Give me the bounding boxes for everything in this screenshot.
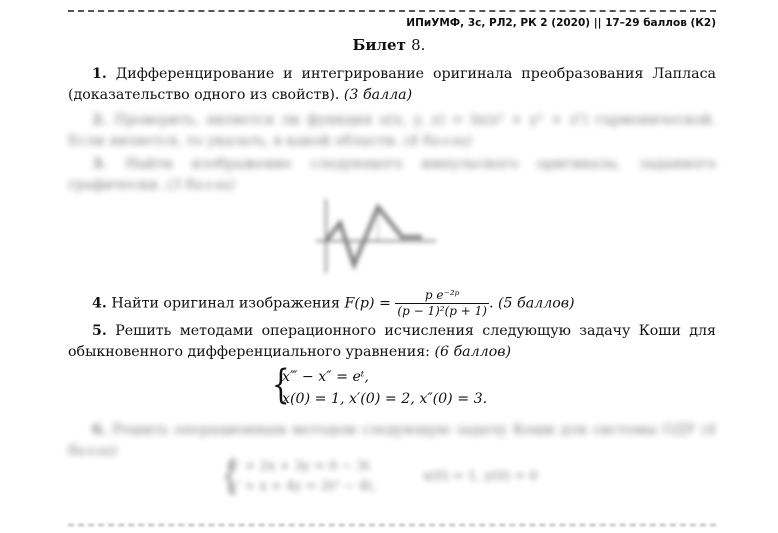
ticket-title-dot: .: [420, 36, 426, 54]
fraction-denominator: (p − 1)²(p + 1): [397, 304, 487, 318]
problem-1-points: (3 балла): [343, 87, 413, 103]
ticket-title-label: Билет: [352, 36, 406, 54]
system-initial-conditions: x(0) = 1, x′(0) = 2, x″(0) = 3.: [282, 391, 488, 407]
problem-6-points: (4 балла): [68, 422, 717, 459]
fraction-numerator: p e⁻²ᵖ: [424, 288, 460, 302]
problem-1: [68, 64, 716, 106]
problem-4-fraction: [395, 288, 489, 319]
graph-signal-line: [326, 207, 422, 265]
system6-initial-conditions: x(0) = 1, y(0) = 0: [423, 469, 538, 484]
problem-4-text: Найти оригинал изображения: [111, 295, 340, 312]
problem-5-number: 5.: [92, 323, 107, 339]
problem-6-number: 6.: [92, 422, 107, 438]
problem-1-number: 1.: [92, 66, 107, 82]
problem-6-text: Решить операционным методом следующую задачу Коши для системы ОДУ: [112, 422, 696, 438]
problem-4: [68, 288, 716, 319]
impulse-graph-blurred: [312, 193, 438, 279]
problem-5-points: (6 баллов): [434, 344, 512, 360]
problem-2-number: 2.: [92, 112, 107, 128]
problem-1-text: Дифференцирование и интегрирование оригинала преобразования Лапласа (доказательство одного из свойств).: [68, 66, 716, 103]
problem-4-period: .: [488, 295, 494, 312]
course-header: ИПиУМФ, 3с, РЛ2, РК 2 (2020) || 17–29 баллов (К2): [406, 17, 716, 29]
problem-2: [68, 110, 716, 152]
problem-3: [68, 154, 716, 196]
system6-brace: {: [221, 453, 239, 497]
top-dashed-rule: [68, 10, 716, 12]
problem-6: [68, 420, 716, 462]
system-equation: x‴ − x″ = eᵗ,: [282, 369, 369, 385]
ode-system-blurred: [218, 453, 558, 501]
problem-4-number: 4.: [92, 295, 107, 312]
ticket-number: 8: [411, 36, 421, 54]
system6-line-2: y′ + x + 4y = 2t² − 4t,: [230, 479, 377, 494]
system-brace: {: [271, 362, 290, 408]
problem-3-number: 3.: [92, 156, 107, 172]
problem-4-function: F(p) =: [344, 295, 391, 312]
problem-2-text: Проверить, является ли функция u(x, y, z) = ln(x² + y² + z²) гармонической. Если является, то указать, в какой области.: [68, 112, 717, 149]
problem-2-points: (4 балла): [403, 133, 472, 149]
bottom-dashed-rule: [68, 524, 716, 526]
system6-line-1: x′ + 2x + 3y = 0 − 3t: [230, 459, 370, 474]
problem-3-points: (3 балла): [166, 177, 235, 193]
problem-5-text: Решить методами операционного исчисления следующую задачу Коши для обыкновенного дифференциального уравнения:: [68, 323, 717, 360]
problem-4-points: (5 баллов): [497, 295, 575, 312]
ticket-title: [0, 36, 778, 54]
problem-5: [68, 321, 716, 363]
problem-3-text: Найти изображение следующего импульсного оригинала, заданного графически.: [68, 156, 716, 193]
